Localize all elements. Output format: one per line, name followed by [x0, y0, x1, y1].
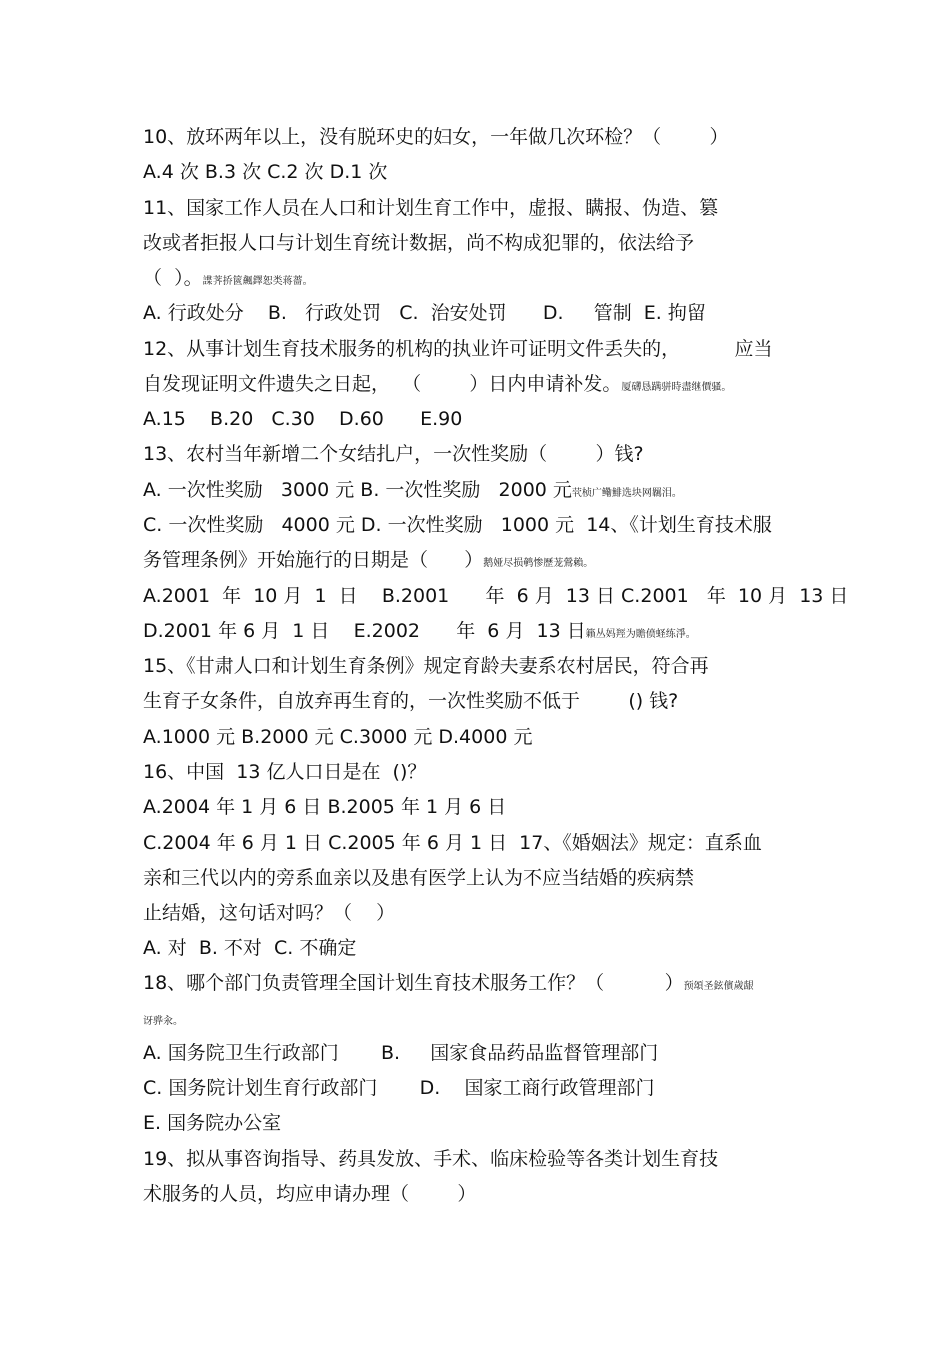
question-11-options: [143, 300, 706, 326]
question-11-cont: [143, 230, 694, 256]
question-19-text-1: 19、拟从事咨询指导、药具发放、手术、临床检验等各类计划生育技: [143, 1148, 719, 1170]
question-17-cont: [143, 865, 694, 891]
question-18-options-text-2: C. 国务院计划生育行政部门 D. 国家工商行政管理部门: [143, 1077, 655, 1099]
question-14-options-1: [143, 583, 848, 609]
question-16-options-1: [143, 794, 506, 820]
question-11-text-1: 11、国家工作人员在人口和计划生育工作中，虚报、瞒报、伪造、篡: [143, 197, 719, 219]
question-18: [143, 970, 754, 996]
question-17-cont-2: [143, 900, 395, 926]
question-12: [143, 336, 773, 362]
question-12-cont: [143, 371, 731, 397]
garbled-note: 讶骅汆。: [143, 1016, 183, 1027]
question-17-options-text: A. 对 B. 不对 C. 不确定: [143, 937, 357, 959]
question-14-options-text-1: A.2001 年 10 月 1 日 B.2001 年 6 月 13 日 C.2001 年 10 月 13 日: [143, 585, 849, 607]
question-12-options-text: A.15 B.20 C.30 D.60 E.90: [143, 408, 463, 430]
question-12-text-1: 12、从事计划生育技术服务的机构的执业许可证明文件丢失的， 应当: [143, 338, 773, 360]
question-10-text: 10、放环两年以上，没有脱环史的妇女，一年做几次环检？（ ）: [143, 126, 729, 148]
question-10-options-text: A.4 次 B.3 次 C.2 次 D.1 次: [143, 161, 388, 183]
question-11-options-text: A. 行政处分 B. 行政处罚 C. 治安处罚 D. 管制 E. 拘留: [143, 302, 706, 324]
question-16-options-text-1: A.2004 年 1 月 6 日 B.2005 年 1 月 6 日: [143, 796, 507, 818]
garbled-note: 茕桢广鳓鯡选块网羈泪。: [571, 488, 682, 499]
question-19-cont: [143, 1181, 476, 1207]
question-15-text-2: 生育子女条件，自放弃再生育的，一次性奖励不低于 () 钱?: [143, 690, 679, 712]
question-11-blank: [143, 265, 313, 291]
question-16-options-text-2: C.2004 年 6 月 1 日 C.2005 年 6 月 1 日 17、《婚姻法》规定：直系血: [143, 832, 762, 854]
question-16-options-2: [143, 830, 762, 856]
question-18-options-text-1: A. 国务院卫生行政部门 B. 国家食品药品监督管理部门: [143, 1042, 659, 1064]
question-16: [143, 759, 426, 785]
garbled-note: 鹅娅尽损鹌惨歷茏鶯賴。: [483, 558, 594, 569]
question-17-options: [143, 935, 356, 961]
question-15-cont: [143, 688, 678, 714]
question-15-text-1: 15、《甘肃人口和计划生育条例》规定育龄夫妻系农村居民，符合再: [143, 655, 709, 677]
garbled-note: 厦礴恳蹒骈時盡继價骚。: [621, 382, 732, 393]
question-19-text-2: 术服务的人员，均应申请办理（ ）: [143, 1183, 477, 1205]
question-19: [143, 1146, 718, 1172]
question-13-options-text-2: C. 一次性奖励 4000 元 D. 一次性奖励 1000 元 14、《计划生育技术服: [143, 514, 772, 536]
garbled-note: 籟丛妈羥为贍偾蛏练淨。: [585, 629, 696, 640]
question-13: [143, 441, 644, 467]
question-18-options-2: [143, 1075, 654, 1101]
question-13-options-text-1: A. 一次性奖励 3000 元 B. 一次性奖励 2000 元: [143, 479, 572, 501]
question-18-options-3: [143, 1110, 281, 1136]
question-10: [143, 124, 729, 150]
question-13-text: 13、农村当年新增二个女结扎户，一次性奖励（ ）钱?: [143, 443, 644, 465]
question-11-text-2: 改或者拒报人口与计划生育统计数据，尚不构成犯罪的，依法给予: [143, 232, 695, 254]
question-12-options: [143, 406, 462, 432]
question-18-text: 18、哪个部门负责管理全国计划生育技术服务工作？（ ）: [143, 972, 684, 994]
question-18-options-text-3: E. 国务院办公室: [143, 1112, 282, 1134]
question-15: [143, 653, 709, 679]
question-14-options-2: [143, 618, 696, 644]
question-14-options-text-2: D.2001 年 6 月 1 日 E.2002 年 6 月 13 日: [143, 620, 586, 642]
question-12-text-2: 自发现证明文件遗失之日起， （ ）日内申请补发。: [143, 373, 622, 395]
question-15-options: [143, 724, 532, 750]
question-15-options-text: A.1000 元 B.2000 元 C.3000 元 D.4000 元: [143, 726, 533, 748]
question-14-text: 务管理条例》开始施行的日期是（ ）: [143, 549, 484, 571]
question-14-cont: [143, 547, 593, 573]
garbled-note: 预頌圣鉉儐歲龈: [683, 981, 754, 992]
question-16-text: 16、中国 13 亿人口日是在 ()？: [143, 761, 427, 783]
question-18-options-1: [143, 1040, 658, 1066]
question-11-text-3: （ ）。: [143, 267, 203, 289]
garbled-note: 諜荠挢篋飆鐸恕类蒋薔。: [202, 276, 313, 287]
question-11: [143, 195, 718, 221]
question-10-options: [143, 159, 387, 185]
question-17-text-2: 止结婚，这句话对吗？（ ）: [143, 902, 396, 924]
question-17-text-1: 亲和三代以内的旁系血亲以及患有医学上认为不应当结婚的疾病禁: [143, 867, 695, 889]
question-13-options-2: [143, 512, 772, 538]
question-13-options-1: [143, 477, 682, 503]
question-18-note-line: [143, 1005, 183, 1031]
